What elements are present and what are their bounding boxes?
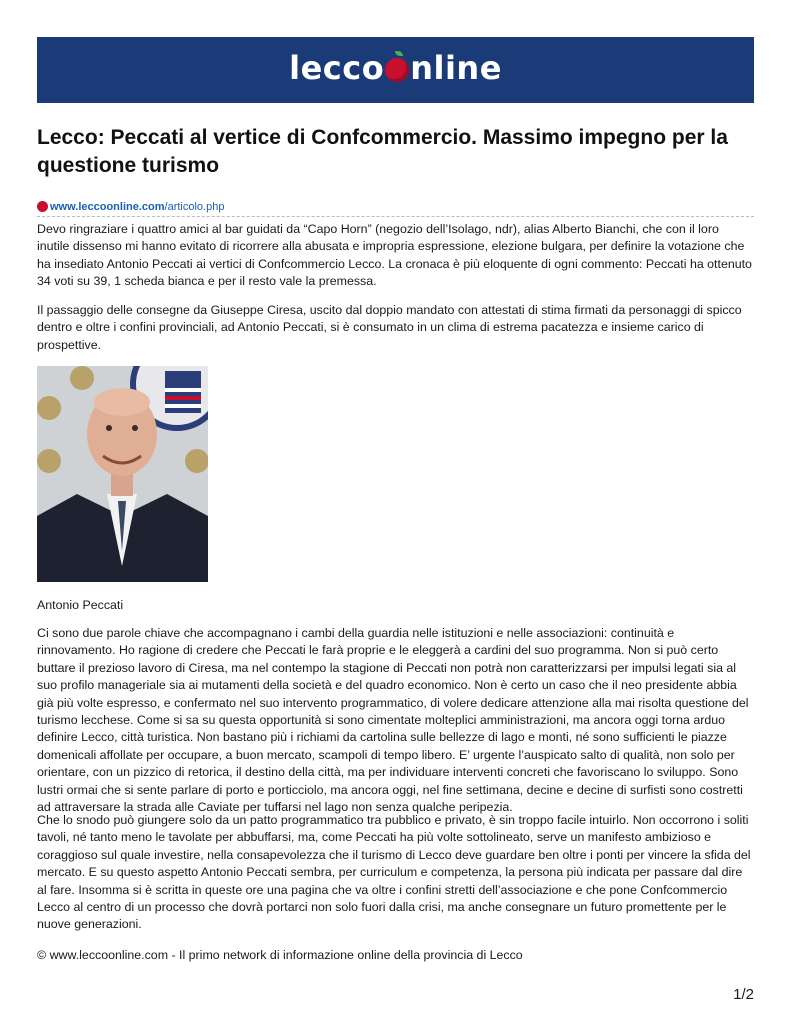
photo-caption: Antonio Peccati [37,598,124,612]
paragraph-2: Il passaggio delle consegne da Giuseppe Ciresa, uscito dal doppio mandato con attestati di stima firmati da personaggi di spicco dentro e oltre i confini provinciali, ad Antonio Peccati, si è consumato in un clima di estrema pacatezza e insieme carico di prospettive. [37,303,742,352]
site-logo[interactable] [37,49,754,87]
apple-icon [385,58,409,82]
logo-text-start: lecco [289,49,385,87]
source-path[interactable]: /articolo.php [164,201,225,213]
favicon-icon [37,201,48,212]
source-link[interactable] [37,200,754,217]
paragraph-4: Che lo snodo può giungere solo da un patto programmatico tra pubblico e privato, è sin troppo facile intuirlo. Non occorrono i soliti tavoli, né tanto meno le tavolate per abbuffarsi, ma, come Peccati ha più volte sottolineato, serve un manifesto ambizioso e coraggioso sul quale investire, nella consapevolezza che il turismo di Lecco deve guardare ben oltre i ponti per vincere la sfida del mercato. E su questo aspetto Antonio Peccati sembra, per curriculum e competenza, la persona più indicata per passare dal dire al fare. Insomma si è scritta in queste ore una pagina che va oltre i confini stretti dell’associazione e che pone Confcommercio Lecco al centro di un processo che dovrà portarci non solo fuori dalla crisi, ma anche consegnare un futuro promettente per le nuove generazioni. [37,813,751,932]
header-banner [37,37,754,103]
logo-text-end: nline [410,49,502,87]
article-photo [37,366,208,582]
article-title: Lecco: Peccati al vertice di Confcommercio. Massimo impegno per la questione turismo [37,126,728,177]
source-domain[interactable]: www.leccoonline.com [50,201,165,213]
page-number: 1/2 [733,986,754,1003]
paragraph-3: Ci sono due parole chiave che accompagnano i cambi della guardia nelle istituzioni e nelle associazioni: continuità e rinnovamento. Ho ragione di credere che Peccati le farà proprie e le eleggerà a cardini del suo programma. Non si può certo buttare il prezioso lavoro di Ciresa, ma nel contempo la stagione di Peccati non potrà non caratterizzarsi per impulsi legati sia al suo profilo manageriale sia ai mutamenti della società e del quadro economico. Non è certo un caso che il neo presidente abbia già più volte espresso, e confermato nel suo intervento programmatico, di volere dedicare attenzione alla mai risolta questione del turismo lecchese. Come si sa su questa opportunità si sono cimentate molteplici amministrazioni, ma ancora oggi torna arduo definire Lecco, città turistica. Non bastano più i richiami da cartolina sulle bellezze di lago e monti, né sono sufficienti le piazze domenicali affollate per occupare, a buon mercato, scampoli di tempo libero. E’ urgente l’auspicato salto di qualità, non solo per orientare, con un pizzico di retorica, il destino della città, ma per individuare interventi concreti che favoriscano lo sviluppo. Sono lustri ormai che si sente parlare di porto e porticciolo, ma ancora oggi, nel fine settimana, decine e decine di surfisti sono costretti ad attraversare la strada alle Caviate per tuffarsi nel lago non senza qualche peripezia. [37,626,749,815]
footer-text: © www.leccoonline.com - Il primo network di informazione online della provincia di Lecco [37,948,523,962]
paragraph-1: Devo ringraziare i quattro amici al bar guidati da “Capo Horn” (negozio dell’Isolago, ndr), alias Alberto Bianchi, che con il loro inutile dissenso mi hanno evitato di ricorrere alla abusata e impropria espressione, elezione bulgara, per definire la votazione che ha insediato Antonio Peccati ai vertici di Confcommercio Lecco. La cronaca è più eloquente di ogni commento: Peccati ha ottenuto 34 voti su 39, 1 scheda bianca e per il resto vale la premessa. [37,222,752,289]
portrait-image [37,366,208,582]
